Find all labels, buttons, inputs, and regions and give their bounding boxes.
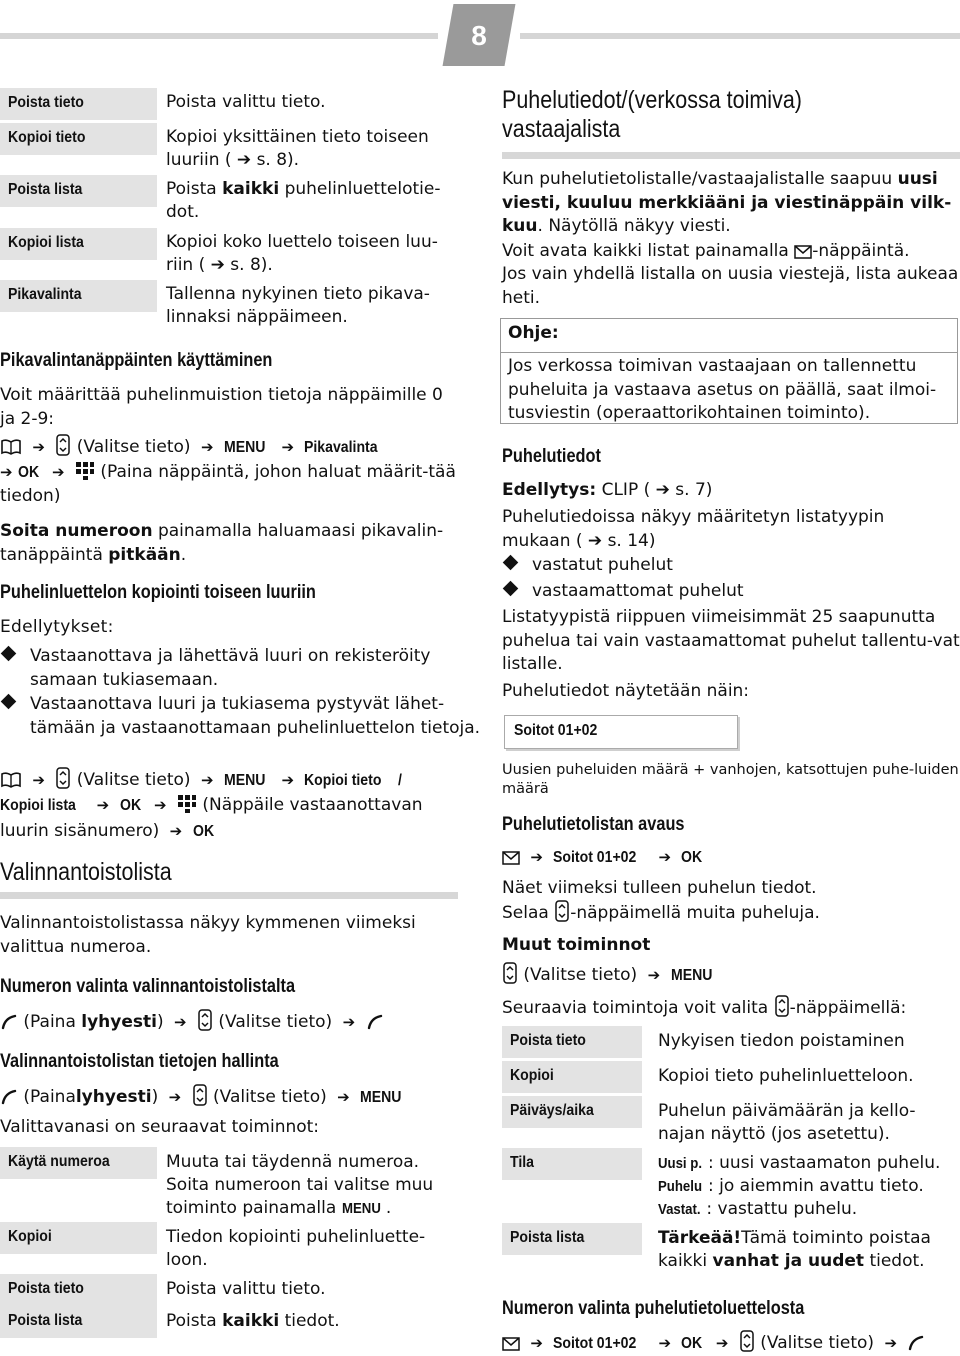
- paragraph: Edellytys: CLIP ( ➔ s. 7): [502, 480, 713, 500]
- section-heading: Valinnantoistolistan tietojen hallinta: [0, 1051, 279, 1072]
- option-desc: Poista valittu tieto.: [166, 92, 326, 112]
- status-line: Vastat. : vastattu puhelu.: [658, 1199, 858, 1219]
- option-label: Pikavalinta: [0, 280, 157, 312]
- option-label: Poista tieto: [0, 1274, 157, 1306]
- option-label: Käytä numeroa: [0, 1147, 157, 1179]
- arrow-icon: ➔: [169, 822, 183, 840]
- chapter-heading: Puhelutiedot/(verkossa toimiva) vastaajalista: [502, 86, 802, 143]
- note-box: [500, 318, 958, 424]
- navigation-key-icon: [502, 962, 518, 984]
- call-key-icon: [907, 1334, 925, 1352]
- paragraph: Valittavanasi on seuraavat toiminnot:: [0, 1117, 320, 1137]
- option-label: Kopioi tieto: [0, 123, 157, 155]
- call-key-icon: [366, 1013, 384, 1031]
- paragraph: Voit määrittää puhelinmuistion tietoja näppäimille 0 ja 2-9:: [0, 385, 443, 429]
- paragraph: Valinnantoistolistassa näkyy kymmenen viimeksi valittua numeroa.: [0, 913, 416, 957]
- option-desc: Kopioi tieto puhelinluetteloon.: [658, 1066, 914, 1086]
- arrow-icon: ➔: [658, 848, 672, 866]
- option-label: Kopioi: [502, 1061, 642, 1093]
- option-desc: Muuta tai täydennä numeroa. Soita numeroon tai valitse muu toiminto painamalla MENU .: [166, 1152, 434, 1218]
- note-text: Jos verkossa toimivan vastaajaan on tallennettu puheluita ja vastaava asetus on päällä, saat ilmoi-tusviestin (operaattorikohtainen toiminto).: [508, 356, 937, 423]
- option-label: Päiväys/aika: [502, 1096, 642, 1128]
- option-desc: Tiedon kopiointi puhelinluette-loon.: [166, 1227, 426, 1270]
- arrow-icon: ➔: [174, 1013, 187, 1031]
- paragraph: Puhelutiedoissa näkyy määritetyn listatyypin mukaan ( ➔ s. 14): [502, 507, 885, 551]
- list-item: Vastaanottava luuri ja tukiasema pystyvät lähet-tämään ja vastaanottamaan puhelinluettelon tietoja.: [0, 693, 490, 740]
- section-heading: Puhelutietolistan avaus: [502, 814, 685, 835]
- navigation-key-icon: [739, 1330, 755, 1352]
- option-desc: [658, 1152, 960, 1221]
- option-label: Tila: [502, 1148, 642, 1180]
- bullet-icon: [1, 694, 17, 710]
- option-label: Kopioi: [0, 1222, 157, 1254]
- paragraph: Listatyypistä riippuen viimeisimmät 25 saapunutta puhelua tai vain vastaamattomat puhelut tallentu-vat listalle.: [502, 607, 960, 674]
- arrow-icon: ➔: [168, 1088, 182, 1106]
- navigation-key-icon: [774, 995, 790, 1017]
- option-desc: Poista kaikki puhelinluettelotie-dot.: [166, 179, 441, 222]
- option-label: Poista lista: [502, 1223, 642, 1255]
- phonebook-icon: [0, 771, 22, 789]
- list-item: vastatut puhelut: [502, 554, 960, 578]
- section-heading: Pikavalintanäppäinten käyttäminen: [0, 350, 273, 371]
- arrow-icon: ➔: [200, 438, 214, 456]
- keypad-icon: [75, 461, 95, 481]
- list-item: Vastaanottava ja lähettävä luuri on rekisteröity samaan tukiasemaan.: [0, 645, 490, 692]
- arrow-icon: ➔: [96, 796, 110, 814]
- paragraph: Seuraavia toimintoja voit valita -näppäimellä:: [502, 995, 960, 1021]
- section-heading: Puhelinluettelon kopiointi toiseen luuriin: [0, 582, 316, 603]
- paragraph: Näet viimeksi tulleen puhelun tiedot.: [502, 878, 817, 898]
- arrow-icon: ➔: [281, 771, 295, 789]
- arrow-icon: ➔: [647, 966, 661, 984]
- instruction-line: (Painalyhyesti) ➔ (Valitse tieto) ➔ MENU: [0, 1084, 460, 1110]
- arrow-icon: ➔: [154, 796, 167, 814]
- call-key-icon: [0, 1013, 18, 1031]
- arrow-icon: ➔: [0, 463, 13, 481]
- section-heading: Puhelutiedot: [502, 446, 601, 467]
- bullet-icon: [503, 555, 519, 571]
- option-desc: Puhelun päivämäärän ja kello-najan näyttö (jos asetettu).: [658, 1101, 916, 1144]
- note-divider: [501, 352, 957, 353]
- option-label: Poista lista: [0, 175, 157, 207]
- instruction-line: ➔ Soitot 01+02 ➔ OK ➔ (Valitse tieto) ➔: [502, 1330, 960, 1356]
- list-item: vastaamattomat puhelut: [502, 580, 960, 604]
- subheading: Edellytykset:: [0, 617, 114, 637]
- bullet-icon: [503, 581, 519, 597]
- navigation-key-icon: [554, 900, 570, 922]
- display-text: Soitot 01+02: [514, 722, 598, 739]
- option-label: Poista tieto: [0, 88, 157, 120]
- option-desc: Poista kaikki tiedot.: [166, 1311, 340, 1331]
- arrow-icon: ➔: [530, 1334, 543, 1352]
- navigation-key-icon: [192, 1084, 208, 1106]
- arrow-icon: ➔: [658, 1334, 672, 1352]
- page-number: 8: [471, 20, 487, 51]
- arrow-icon: ➔: [32, 438, 45, 456]
- arrow-icon: ➔: [337, 1088, 350, 1106]
- option-desc: Nykyisen tiedon poistaminen: [658, 1031, 905, 1051]
- note-title: Ohje:: [508, 323, 559, 343]
- arrow-icon: ➔: [884, 1334, 898, 1352]
- heading-rule: [0, 892, 458, 899]
- message-key-icon: [502, 1336, 520, 1352]
- paragraph: Jos vain yhdellä listalla on uusia viestejä, lista aukeaa heti.: [502, 264, 959, 308]
- arrow-icon: ➔: [281, 438, 295, 456]
- instruction-line: ➔ OK ➔ (Paina näppäintä, johon haluat määrit-tää tiedon): [0, 462, 456, 506]
- subheading: Muut toiminnot: [502, 935, 651, 955]
- message-key-icon: [794, 244, 812, 260]
- arrow-icon: ➔: [530, 848, 543, 866]
- option-label: Kopioi lista: [0, 228, 157, 260]
- instruction-line: ➔ Soitot 01+02 ➔ OK: [502, 846, 960, 870]
- option-desc: Poista valittu tieto.: [166, 1279, 326, 1299]
- arrow-icon: ➔: [51, 463, 65, 481]
- status-line: Puhelu : jo aiemmin avattu tieto.: [658, 1176, 924, 1196]
- status-line: Uusi p. : uusi vastaamaton puhelu.: [658, 1153, 941, 1173]
- instruction-line: Kopioi lista ➔ OK ➔ (Näppäile vastaanottavan: [0, 795, 423, 815]
- option-label: Poista tieto: [502, 1026, 642, 1058]
- chapter-heading: Valinnantoistolista: [0, 858, 172, 886]
- paragraph: Voit avata kaikki listat painamalla -näppäintä.: [502, 241, 910, 261]
- option-desc: Tallenna nykyinen tieto pikava-linnaksi näppäimeen.: [166, 284, 430, 327]
- header-rule-right: [520, 33, 960, 39]
- navigation-key-icon: [55, 434, 71, 456]
- option-desc: Kopioi koko luettelo toiseen luu-riin ( ➔ s. 8).: [166, 232, 438, 275]
- bullet-icon: [1, 646, 17, 662]
- arrow-icon: ➔: [32, 771, 45, 789]
- header-rule-left: [0, 33, 438, 39]
- phonebook-icon: [0, 438, 22, 456]
- call-key-icon: [0, 1088, 18, 1106]
- instruction-line: (Paina lyhyesti) ➔ (Valitse tieto) ➔: [0, 1009, 460, 1035]
- option-desc: Kopioi yksittäinen tieto toiseen luuriin ( ➔ s. 8).: [166, 127, 429, 170]
- display-box: [504, 715, 738, 749]
- heading-rule: [502, 152, 960, 159]
- paragraph: Puhelutiedot näytetään näin:: [502, 681, 750, 701]
- navigation-key-icon: [197, 1009, 213, 1031]
- option-desc: Tärkeää!Tämä toiminto poistaa kaikki vanhat ja uudet tiedot.: [658, 1228, 931, 1271]
- paragraph: Selaa -näppäimellä muita puheluja.: [502, 900, 960, 926]
- instruction-line: luurin sisänumero) ➔ OK: [0, 821, 214, 841]
- section-heading: Numeron valinta valinnantoistolistalta: [0, 976, 296, 997]
- message-key-icon: [502, 850, 520, 866]
- instruction-line: ➔ (Valitse tieto) ➔ MENU ➔ Kopioi tieto /: [0, 767, 460, 793]
- section-heading: Numeron valinta puhelutietoluettelosta: [502, 1298, 805, 1319]
- instruction-line: (Valitse tieto) ➔ MENU: [502, 962, 960, 988]
- keypad-icon: [177, 794, 197, 814]
- option-label: Poista lista: [0, 1306, 157, 1338]
- instruction-line: ➔ (Valitse tieto) ➔ MENU ➔ Pikavalinta: [0, 434, 460, 460]
- paragraph: Soita numeroon painamalla haluamaasi pikavalin-tanäppäintä pitkään.: [0, 521, 444, 565]
- paragraph: Kun puhelutietolistalle/vastaajalistalle saapuu uusi viesti, kuuluu merkkiääni ja viestinäppäin vilk-kuu. Näytöllä näkyy viesti.: [502, 169, 952, 236]
- navigation-key-icon: [55, 767, 71, 789]
- caption: Uusien puheluiden määrä + vanhojen, katsottujen puhe-luiden määrä: [502, 762, 959, 797]
- arrow-icon: ➔: [342, 1013, 356, 1031]
- arrow-icon: ➔: [200, 771, 214, 789]
- arrow-icon: ➔: [715, 1334, 729, 1352]
